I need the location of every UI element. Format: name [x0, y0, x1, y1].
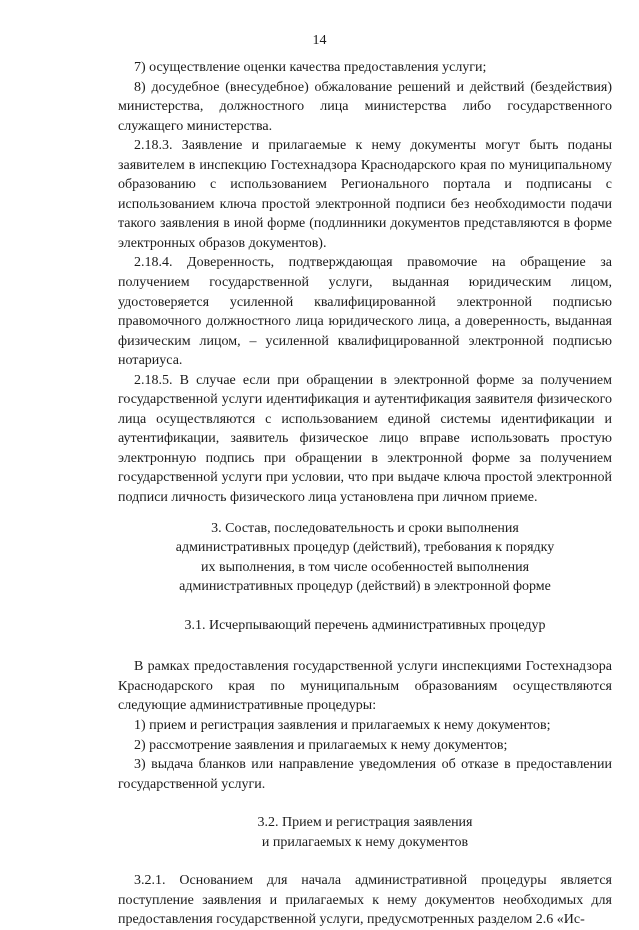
section-3-1-heading: 3.1. Исчерпывающий перечень административных процедур: [184, 617, 546, 633]
procedure-list-item-1: 1) прием и регистрация заявления и прилагаемых к нему документов;: [134, 717, 551, 733]
paragraph-2-18-4: 2.18.4. Доверенность, подтверждающая правомочие на обращение за получением государственной услуги, выданная юридическим лицом, удостоверяется усиленной квалифицированной электронной подписью правомочного должностного лица юридического лица, а доверенность, выданная физическим лицом, – усиленной квалифицированной электронной подписью нотариуса.: [118, 255, 612, 369]
procedure-list-item-3: 3) выдача бланков или направление уведомления об отказе в предоставлении государственной услуги.: [118, 757, 612, 792]
section-3-2-heading-line-1: 3.2. Прием и регистрация заявления: [257, 815, 473, 831]
paragraph-item-7: 7) осуществление оценки качества предоставления услуги;: [134, 60, 487, 75]
section-3-2-heading-line-2: и прилагаемых к нему документов: [261, 834, 469, 850]
page-number: 14: [312, 33, 327, 48]
document-body: [118, 58, 612, 930]
procedure-list-item-2: 2) рассмотрение заявления и прилагаемых к нему документов;: [134, 737, 508, 753]
section-3-heading-line-3: их выполнения, в том числе особенностей выполнения: [200, 559, 530, 575]
section-3-heading-line-4: административных процедур (действий) в электронной форме: [179, 579, 551, 595]
paragraph-item-8: 8) досудебное (внесудебное) обжалование решений и действий (бездействия) министерства, должностного лица министерства либо государственного служащего министерства.: [118, 79, 612, 134]
procedures-intro-paragraph: В рамках предоставления государственной услуги инспекциями Гостехнадзора Краснодарского края по муниципальным образованиям осуществляются следующие административные процедуры:: [118, 659, 612, 714]
paragraph-3-2-1: 3.2.1. Основанием для начала административной процедуры является поступление заявления и прилагаемых к нему документов необходимых для предоставления государственной услуги, предусмотренных разделом 2.6 «Ис-: [118, 873, 612, 928]
paragraph-2-18-5: 2.18.5. В случае если при обращении в электронной форме за получением государственной услуги идентификация и аутентификация заявителя физического лица осуществляются с использованием единой системы идентификации и аутентификации, заявитель физическое лицо вправе использовать простую электронную подпись при обращении в электронной форме за получением государственной услуги при условии, что при выдаче ключа простой электронной подписи личность физического лица установлена при личном приеме.: [118, 372, 612, 506]
section-3-heading-line-2: административных процедур (действий), требования к порядку: [175, 540, 555, 556]
section-3-heading-line-1: 3. Состав, последовательность и сроки выполнения: [211, 520, 519, 536]
paragraph-2-18-3: 2.18.3. Заявление и прилагаемые к нему документы могут быть поданы заявителем в инспекцию Гостехнадзора Краснодарского края по муниципальному образованию с использованием Регионального портала и подписаны с использованием ключа простой электронной подписи без необходимости подачи такого заявления в иной форме (подлинники документов представляются в форме электронных образов документов).: [118, 138, 612, 251]
